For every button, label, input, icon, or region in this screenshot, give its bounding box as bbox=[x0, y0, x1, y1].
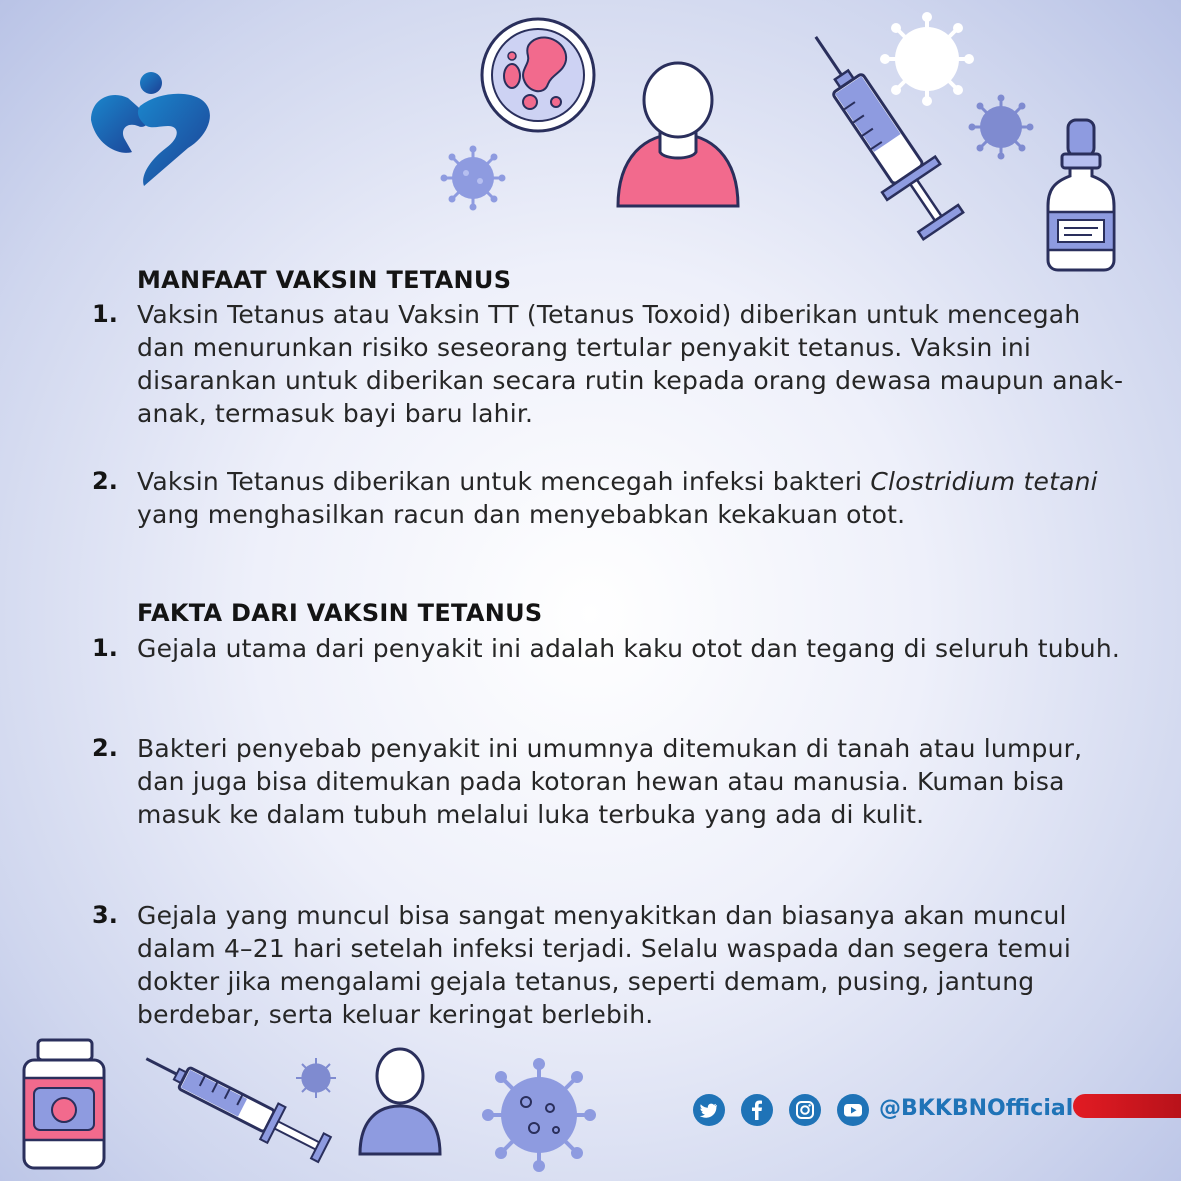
twitter-icon[interactable] bbox=[693, 1094, 725, 1126]
section-heading: FAKTA DARI VAKSIN TETANUS bbox=[137, 599, 543, 627]
footer-accent-bar bbox=[1073, 1094, 1181, 1118]
bkkbn-logo-icon bbox=[88, 68, 216, 192]
virus-icon bbox=[968, 94, 1034, 160]
list-number: 2. bbox=[92, 734, 118, 762]
list-number: 3. bbox=[92, 901, 118, 929]
list-number: 2. bbox=[92, 467, 118, 495]
species-name: Clostridium tetani bbox=[870, 467, 1098, 496]
instagram-icon[interactable] bbox=[789, 1094, 821, 1126]
list-number: 1. bbox=[92, 634, 118, 662]
virus-icon bbox=[440, 145, 506, 211]
virus-icon bbox=[482, 1058, 596, 1172]
list-number: 1. bbox=[92, 300, 118, 328]
bacteria-dish-icon bbox=[478, 16, 598, 134]
medicine-bottle-icon bbox=[20, 1036, 108, 1172]
youtube-icon[interactable] bbox=[837, 1094, 869, 1126]
person-icon bbox=[612, 60, 744, 210]
social-handle[interactable]: @BKKBNOfficial bbox=[879, 1096, 1074, 1121]
section-heading: MANFAAT VAKSIN TETANUS bbox=[137, 266, 512, 294]
list-text: Gejala yang muncul bisa sangat menyakitkan dan biasanya akan muncul dalam 4–21 hari setelah infeksi terjadi. Selalu waspada dan segera temui dokter jika mengalami gejala tetanus, seperti demam, pusing, jantung berdebar, serta keluar keringat berlebih. bbox=[137, 901, 1071, 1029]
list-text: Vaksin Tetanus atau Vaksin TT (Tetanus Toxoid) diberikan untuk mencegah dan menurunkan risiko seseorang tertular penyakit tetanus. Vaksin ini disarankan untuk diberikan secara rutin kepada orang dewasa maupun anak-anak, termasuk bayi baru lahir. bbox=[137, 300, 1124, 428]
vial-icon bbox=[1042, 116, 1118, 274]
list-text bbox=[137, 465, 1127, 531]
list-text: Bakteri penyebab penyakit ini umumnya ditemukan di tanah atau lumpur, dan juga bisa ditemukan pada kotoran hewan atau manusia. Kuman bisa masuk ke dalam tubuh melalui luka terbuka yang ada di kulit. bbox=[137, 734, 1083, 829]
list-text-part: yang menghasilkan racun dan menyebabkan kekakuan otot. bbox=[137, 500, 906, 529]
syringe-icon bbox=[796, 22, 972, 254]
list-text: Gejala utama dari penyakit ini adalah kaku otot dan tegang di seluruh tubuh. bbox=[137, 634, 1121, 663]
list-text-part: Vaksin Tetanus diberikan untuk mencegah infeksi bakteri bbox=[137, 467, 871, 496]
person-icon bbox=[356, 1044, 444, 1156]
facebook-icon[interactable] bbox=[741, 1094, 773, 1126]
virus-icon bbox=[294, 1056, 338, 1100]
